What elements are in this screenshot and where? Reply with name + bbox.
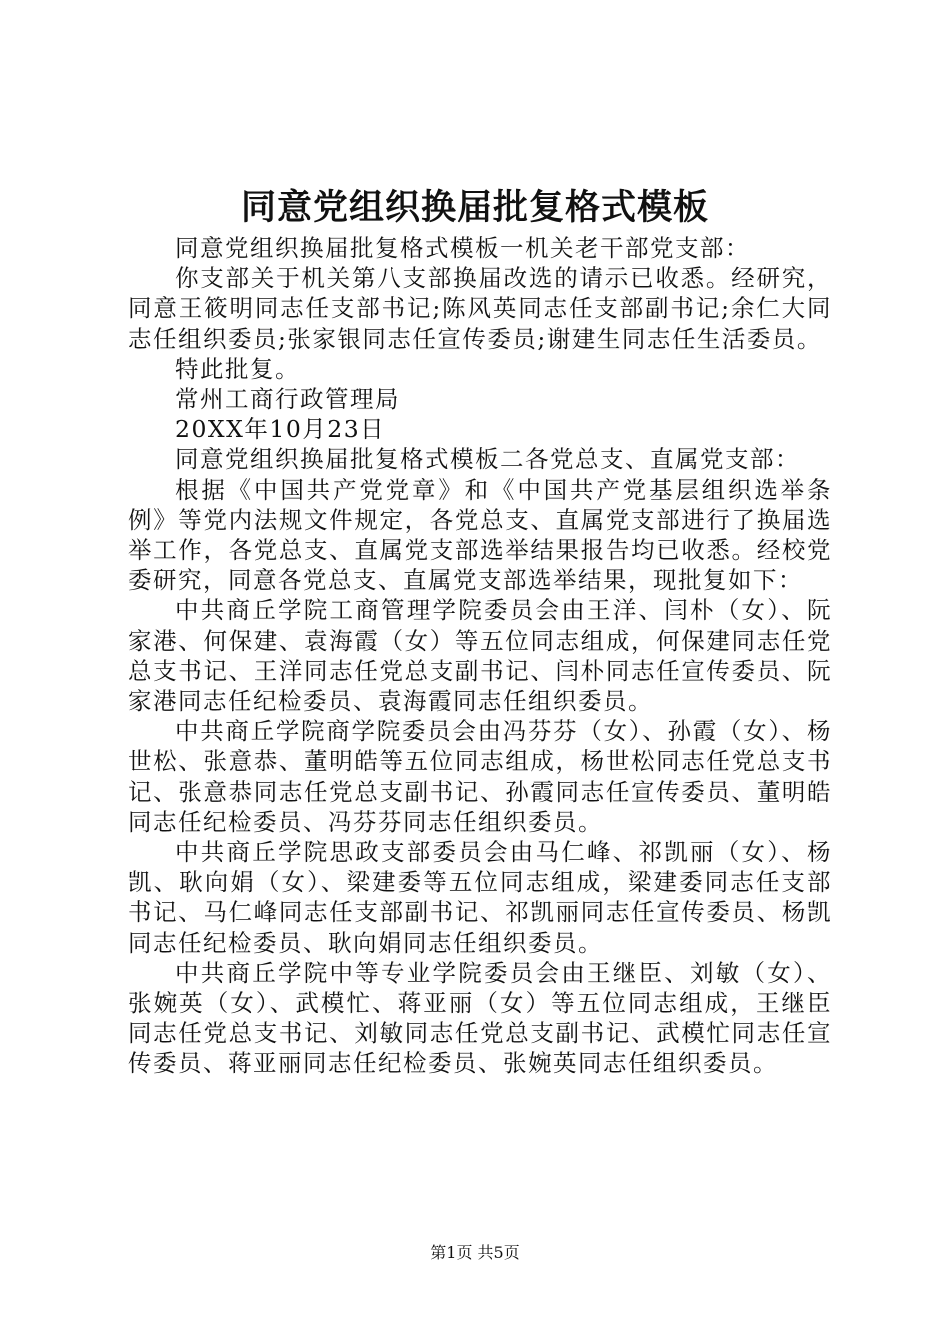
paragraph: 中共商丘学院工商管理学院委员会由王洋、闫朴（女）、阮家港、何保建、袁海霞（女）等五位同志组成，何保建同志任党总支书记、王洋同志任党总支副书记、闫朴同志任宣传委员、阮家港同志任纪检委员、袁海霞同志任组织委员。 [128,596,832,716]
paragraph: 中共商丘学院中等专业学院委员会由王继臣、刘敏（女）、张婉英（女）、武模忙、蒋亚丽（女）等五位同志组成，王继臣同志任党总支书记、刘敏同志任党总支副书记、武模忙同志任宣传委员、蒋亚丽同志任纪检委员、张婉英同志任组织委员。 [128,958,832,1078]
document-body [128,233,832,1079]
paragraph: 20XX年10月23日 [175,415,386,444]
paragraph: 根据《中国共产党党章》和《中国共产党基层组织选举条例》等党内法规文件规定，各党总支、直属党支部进行了换届选举工作，各党总支、直属党支部选举结果报告均已收悉。经校党委研究，同意各党总支、直属党支部选举结果，现批复如下： [128,475,832,595]
paragraph: 同意党组织换届批复格式模板二各党总支、直属党支部： [175,445,800,474]
page-number: 第1页 共5页 [430,1243,520,1262]
paragraph: 中共商丘学院商学院委员会由冯芬芬（女）、孙霞（女）、杨世松、张意恭、董明皓等五位同志组成，杨世松同志任党总支书记、张意恭同志任党总支副书记、孙霞同志任宣传委员、董明皓同志任纪检委员、冯芬芬同志任组织委员。 [128,717,832,836]
paragraph: 同意党组织换届批复格式模板一机关老干部党支部： [175,234,750,262]
paragraph: 常州工商行政管理局 [175,385,400,414]
paragraph: 中共商丘学院思政支部委员会由马仁峰、祁凯丽（女）、杨凯、耿向娟（女）、梁建委等五位同志组成，梁建委同志任支部书记、马仁峰同志任支部副书记、祁凯丽同志任宣传委员、杨凯同志任纪检委员、耿向娟同志任组织委员。 [128,838,832,957]
paragraph: 你支部关于机关第八支部换届改选的请示已收悉。经研究，同意王筱明同志任支部书记;陈风英同志任支部副书记;余仁大同志任组织委员;张家银同志任宣传委员;谢建生同志任生活委员。 [128,264,832,353]
paragraph: 特此批复。 [175,354,300,383]
document-title: 同意党组织换届批复格式模板 [240,187,709,228]
